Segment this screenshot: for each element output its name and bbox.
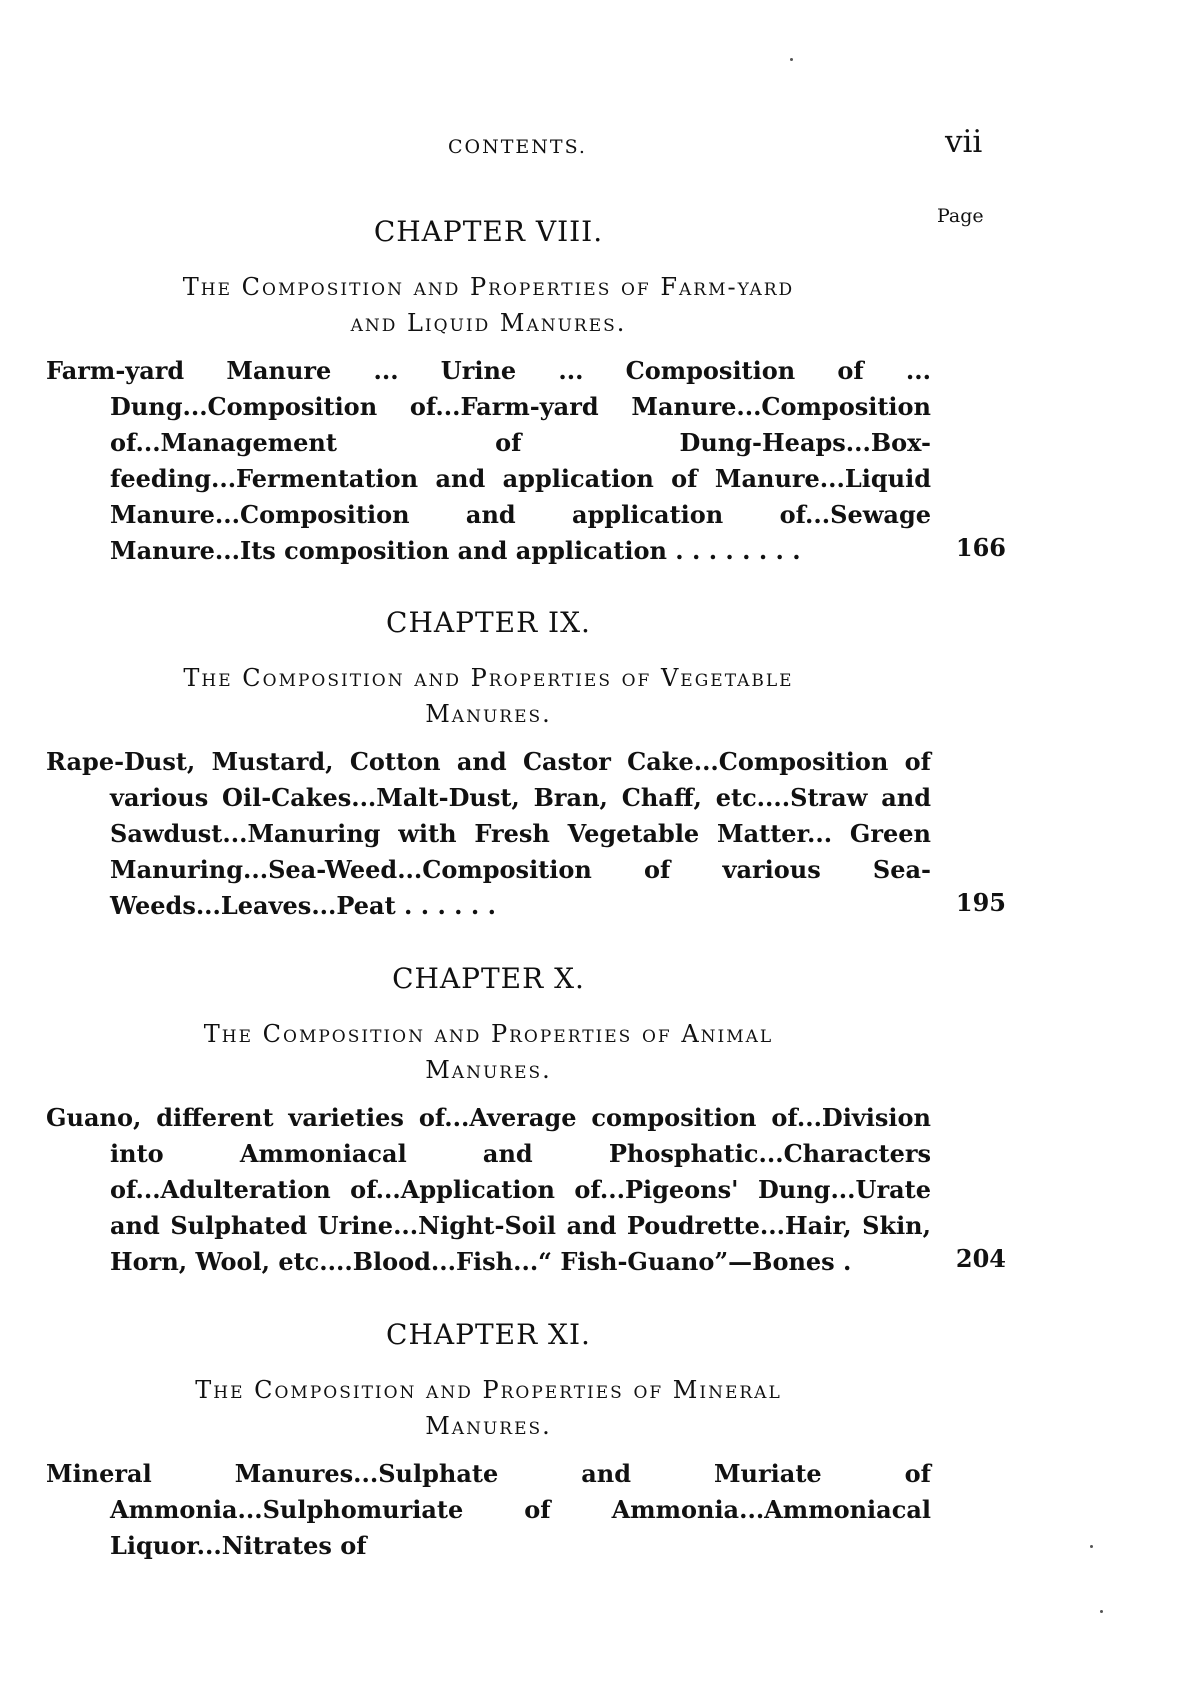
chapter-summary-text: Rape-Dust, Mustard, Cotton and Castor Cake...Composition of various Oil-Cakes...Malt-Dust, Bran, Chaff, etc....Straw and Sawdust...Manuring with Fresh Vegetable Matter... Green Manuring...Sea-Weed...Composition of various Sea-Weeds...Leaves...Peat . . . . . . [46,747,931,920]
chapter-summary [46,1100,931,1280]
chapter-subtitle-line: Manures. [425,700,552,728]
chapter-heading: CHAPTER IX. [386,606,591,639]
running-head [0,124,1200,168]
page-column-label: Page [937,205,984,227]
chapter-page-number: 166 [955,533,1006,562]
chapter-summary-text: Farm-yard Manure ... Urine ... Composition of ... Dung...Composition of...Farm-yard Manure...Composition of...Management of Dung-Heaps...Box-feeding...Fermentation and application of Manure...Liquid Manure...Composition and application of...Sewage Manure...Its composition and application . . . . . . . . [46,356,931,565]
scan-speck [1100,1610,1103,1613]
chapter-subtitle-line: The Composition and Properties of Animal [203,1020,774,1048]
chapter-heading: CHAPTER VIII. [373,215,604,248]
chapter-page-number: 204 [955,1244,1006,1273]
chapter-subtitle-line: Manures. [425,1412,552,1440]
chapter-summary [46,353,931,569]
scan-speck [790,58,793,61]
page-folio: vii [945,124,983,160]
chapter-heading: CHAPTER XI. [386,1318,591,1351]
chapter-summary [46,744,931,924]
chapter-subtitle-line: The Composition and Properties of Farm-yard [182,273,795,301]
chapter-subtitle-line: Manures. [425,1056,552,1084]
running-title: CONTENTS. [448,136,587,158]
chapter-subtitle-line: and Liquid Manures. [350,309,627,337]
chapter-page-number: 195 [955,888,1006,917]
chapter-subtitle-line: The Composition and Properties of Vegetable [183,664,794,692]
scan-speck [1090,1545,1093,1548]
chapter-summary [46,1456,931,1564]
chapter-subtitle-line: The Composition and Properties of Mineral [195,1376,782,1404]
chapter-heading: CHAPTER X. [392,962,585,995]
chapter-summary-text: Guano, different varieties of...Average composition of...Division into Ammoniacal and Phosphatic...Characters of...Adulteration of...Application of...Pigeons' Dung...Urate and Sulphated Urine...Night-Soil and Poudrette...Hair, Skin, Horn, Wool, etc....Blood...Fish...“ Fish-Guano”—Bones . [46,1103,931,1276]
chapter-summary-text: Mineral Manures...Sulphate and Muriate of Ammonia...Sulphomuriate of Ammonia...Ammoniacal Liquor...Nitrates of [46,1459,931,1560]
